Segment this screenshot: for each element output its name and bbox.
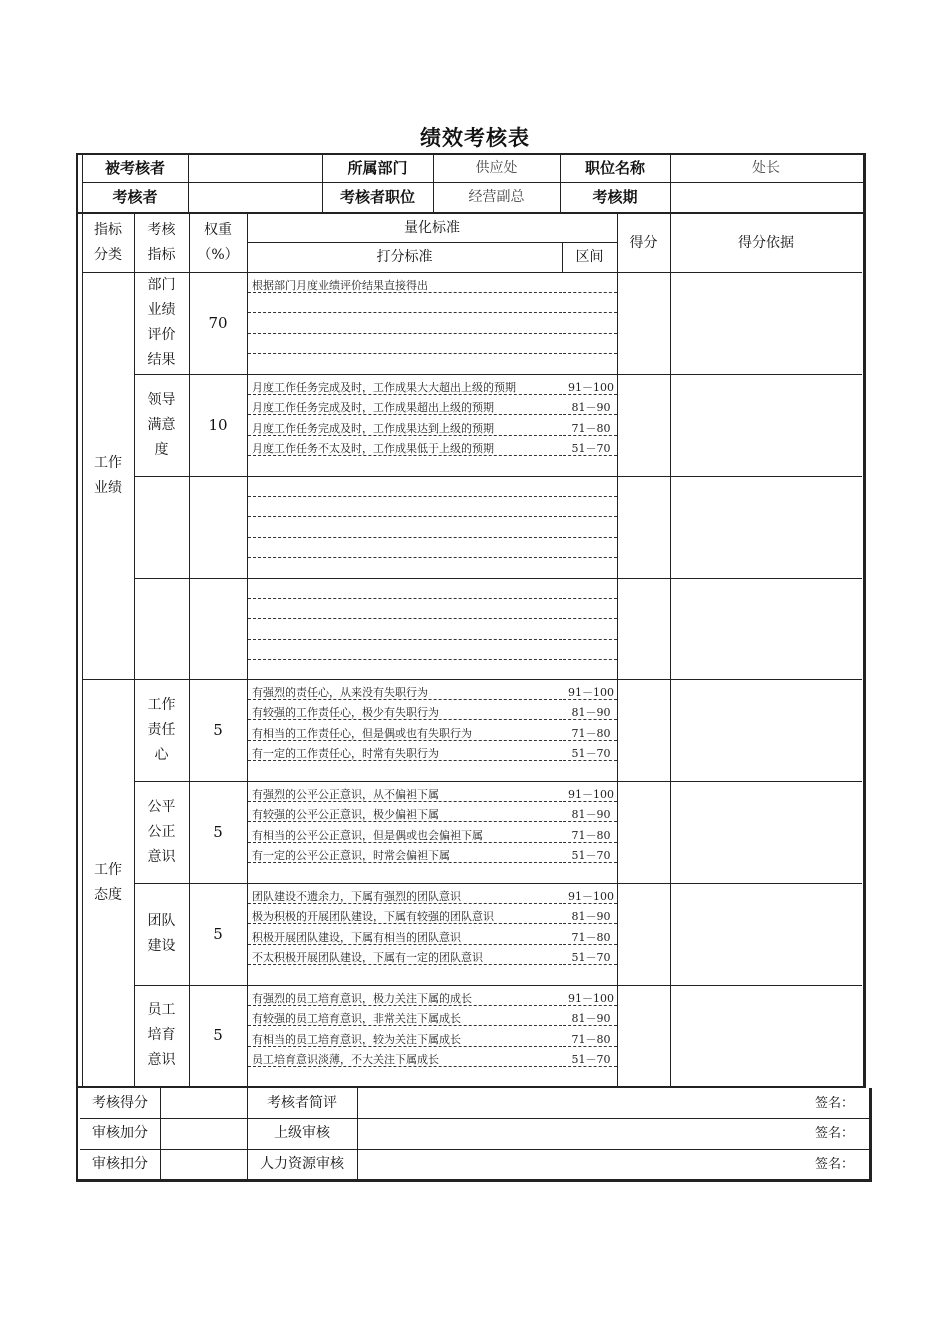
cell-text-line: 业绩 (94, 479, 122, 496)
range-underline (563, 1005, 617, 1006)
criterion-underline (248, 516, 562, 517)
criterion-underline (248, 862, 562, 863)
range-underline (563, 598, 617, 599)
criterion-underline (248, 537, 562, 538)
cell-text-line: 分类 (94, 247, 122, 263)
footer-value (160, 1149, 247, 1180)
range-underline (563, 923, 617, 924)
criterion-text: 有强烈的公平公正意识，从不偏袒下属 (252, 788, 439, 801)
criterion-text: 月度工作任务完成及时，工作成果超出上级的预期 (252, 401, 494, 415)
cell-text-line: （%） (197, 247, 239, 263)
indicator-name (134, 578, 189, 679)
range-underline (563, 333, 617, 334)
criterion-text: 团队建设不遗余力，下属有强烈的团队意识 (252, 890, 461, 903)
criterion-underline (248, 659, 562, 660)
cell-text-line: 公平 (147, 798, 176, 815)
col-score: 得分 (629, 234, 658, 251)
range-text: 91－100 (568, 890, 614, 903)
range-underline (563, 842, 617, 843)
criterion-underline (248, 639, 562, 640)
indicator-name (134, 781, 189, 883)
criterion-underline (248, 842, 562, 843)
criterion-underline (248, 292, 562, 293)
indicator-name (134, 679, 189, 781)
range-underline (563, 292, 617, 293)
label-assessor: 考核者 (112, 187, 158, 206)
footer-label: 考核得分 (92, 1094, 148, 1111)
grid-line (670, 214, 671, 1086)
range-text: 71－80 (571, 828, 611, 842)
value-department: 供应处 (475, 160, 518, 176)
criterion-text: 有较强的员工培育意识，非常关注下属成长 (252, 1012, 461, 1026)
cell-text-line: 团队 (147, 913, 176, 929)
grid-line (560, 155, 561, 212)
range-text: 91－100 (568, 381, 614, 394)
value-assessor-position: 经营副总 (468, 188, 525, 205)
range-underline (563, 639, 617, 640)
range-underline (563, 760, 617, 761)
criterion-text: 月度工作任务完成及时，工作成果大大超出上级的预期 (252, 381, 516, 394)
cell-text-line: 态度 (94, 886, 122, 903)
indicator-name (134, 883, 189, 985)
cell-text-line: 业绩 (147, 302, 176, 318)
range-underline (563, 944, 617, 945)
indicator-name (134, 272, 189, 374)
criterion-underline (248, 1046, 562, 1047)
range-text: 81－90 (571, 401, 611, 415)
cell-text-line: 度 (154, 441, 169, 458)
value-assessee (188, 155, 322, 182)
range-underline (563, 618, 617, 619)
label-department: 所属部门 (347, 159, 408, 177)
footer-value (160, 1118, 247, 1149)
cell-text-line: 责任 (147, 721, 176, 738)
criterion-underline (248, 618, 562, 619)
indicator-name (134, 374, 189, 476)
cell-text-line: 领导 (147, 391, 176, 408)
criterion-text: 有一定的工作责任心，时常有失职行为 (252, 747, 439, 761)
range-underline (563, 1066, 617, 1067)
criterion-underline (248, 801, 562, 802)
col-weight (189, 214, 247, 272)
criterion-underline (248, 333, 562, 334)
label-position: 职位名称 (584, 159, 645, 177)
col-range: 区间 (575, 248, 604, 265)
value-assessor (188, 182, 322, 212)
criterion-underline (248, 760, 562, 761)
criterion-text: 根据部门月度业绩评价结果直接得出 (252, 279, 428, 292)
cell-text-line: 满意 (147, 416, 176, 433)
col-basis: 得分依据 (738, 234, 794, 251)
label-assessor-position: 考核者职位 (339, 187, 415, 206)
range-text: 51－70 (571, 747, 611, 761)
criterion-text: 月度工作任务完成及时，工作成果达到上级的预期 (252, 421, 494, 435)
indicator-name (134, 985, 189, 1086)
indicator-weight: 10 (208, 415, 228, 434)
label-period: 考核期 (592, 187, 638, 206)
criterion-underline (248, 353, 562, 354)
criterion-underline (248, 414, 562, 415)
criterion-underline (248, 435, 562, 436)
footer-signature: 签名： (814, 1157, 854, 1172)
range-underline (563, 557, 617, 558)
criterion-text: 极为积极的开展团队建设，下属有较强的团队意识 (252, 910, 494, 924)
range-underline (563, 719, 617, 720)
footer-signature: 签名： (814, 1126, 854, 1141)
footer-review-label: 上级审核 (274, 1125, 330, 1141)
criterion-text: 有一定的公平公正意识，时常会偏袒下属 (252, 849, 450, 863)
range-underline (563, 394, 617, 395)
page-title: 绩效考核表 (420, 125, 530, 150)
footer-review-label: 人力资源审核 (260, 1156, 344, 1172)
range-underline (563, 964, 617, 965)
cell-text-line: 公正 (147, 823, 176, 840)
range-text: 51－70 (571, 951, 611, 965)
criterion-underline (248, 903, 562, 904)
criterion-underline (248, 699, 562, 700)
criterion-underline (248, 1066, 562, 1067)
grid-line (322, 155, 323, 212)
criterion-underline (248, 1025, 562, 1026)
criterion-text: 有强烈的责任心，从来没有失职行为 (252, 686, 428, 699)
range-text: 71－80 (571, 726, 611, 740)
cell-text-line: 建设 (147, 938, 176, 954)
cell-text-line: 培育 (147, 1027, 176, 1043)
category-work-attitude (82, 679, 134, 1086)
range-underline (563, 435, 617, 436)
range-text: 71－80 (571, 930, 611, 944)
criterion-text: 月度工作任务不太及时，工作成果低于上级的预期 (252, 442, 494, 456)
range-text: 81－90 (571, 706, 611, 720)
range-underline (563, 455, 617, 456)
indicator-weight: 5 (213, 822, 223, 841)
criterion-underline (248, 944, 562, 945)
footer-review-label: 考核者简评 (267, 1094, 337, 1111)
range-text: 91－100 (568, 686, 614, 699)
range-underline (563, 862, 617, 863)
cell-text-line: 考核 (147, 222, 176, 238)
range-underline (563, 1046, 617, 1047)
col-category (82, 214, 134, 272)
cell-text-line: 意识 (147, 1052, 176, 1068)
footer-label: 审核加分 (92, 1125, 148, 1141)
indicator-weight: 5 (213, 720, 223, 739)
range-underline (563, 1025, 617, 1026)
indicator-name (134, 476, 189, 578)
label-assessee: 被考核者 (104, 159, 165, 177)
criterion-text: 有较强的公平公正意识，极少偏袒下属 (252, 808, 439, 822)
criterion-underline (248, 496, 562, 497)
range-underline (563, 821, 617, 822)
range-text: 91－100 (568, 788, 614, 801)
indicator-weight (189, 476, 247, 578)
cell-text-line: 心 (154, 746, 169, 763)
col-quant-standard: 量化标准 (404, 219, 460, 236)
cell-text-line: 指标 (94, 222, 122, 238)
range-text: 81－90 (571, 808, 611, 822)
criterion-text: 有强烈的员工培育意识，极力关注下属的成长 (252, 992, 472, 1005)
criterion-text: 员工培育意识淡薄，不大关注下属成长 (252, 1053, 439, 1067)
criterion-underline (248, 719, 562, 720)
indicator-weight: 5 (213, 1026, 223, 1044)
cell-text-line: 意识 (147, 848, 176, 865)
footer-label: 审核扣分 (92, 1156, 148, 1172)
criterion-text: 有相当的工作责任心，但是偶或也有失职行为 (252, 726, 472, 740)
cell-text-line: 指标 (147, 247, 176, 263)
criterion-underline (248, 740, 562, 741)
grid-line (357, 1088, 358, 1180)
range-underline (563, 516, 617, 517)
range-underline (563, 801, 617, 802)
grid-line (433, 155, 434, 212)
criterion-underline (248, 394, 562, 395)
category-work-performance (82, 272, 134, 679)
value-period (670, 182, 862, 212)
cell-text-line: 工作 (94, 861, 122, 878)
range-underline (563, 353, 617, 354)
grid-line (188, 155, 189, 212)
criterion-text: 不太积极开展团队建设，下属有一定的团队意识 (252, 951, 483, 965)
indicator-weight (189, 578, 247, 679)
range-text: 51－70 (571, 849, 611, 863)
range-text: 51－70 (571, 442, 611, 456)
range-text: 81－90 (571, 1012, 611, 1026)
grid-line (670, 155, 671, 212)
cell-text-line: 部门 (147, 277, 176, 293)
criterion-underline (248, 455, 562, 456)
cell-text-line: 工作 (94, 454, 122, 471)
criterion-text: 有较强的工作责任心，极少有失职行为 (252, 706, 439, 720)
criterion-underline (248, 312, 562, 313)
range-underline (563, 699, 617, 700)
range-underline (563, 312, 617, 313)
criterion-text: 有相当的员工培育意识，较为关注下属成长 (252, 1032, 461, 1046)
criterion-underline (248, 1005, 562, 1006)
range-text: 81－90 (571, 910, 611, 924)
criterion-text: 积极开展团队建设，下属有相当的团队意识 (252, 930, 461, 944)
indicator-weight: 5 (213, 924, 223, 943)
criterion-underline (248, 598, 562, 599)
footer-value (160, 1088, 247, 1118)
criterion-underline (248, 557, 562, 558)
range-text: 91－100 (568, 992, 614, 1005)
cell-text-line: 员工 (147, 1002, 176, 1018)
criterion-underline (248, 964, 562, 965)
range-underline (563, 740, 617, 741)
grid-line (247, 1088, 248, 1180)
cell-text-line: 评价 (147, 327, 176, 343)
cell-text-line: 工作 (147, 696, 176, 713)
col-criteria: 打分标准 (376, 248, 433, 265)
range-underline (563, 903, 617, 904)
range-text: 51－70 (571, 1053, 611, 1067)
footer-signature: 签名： (814, 1095, 854, 1111)
assessment-table (76, 153, 866, 1088)
grid-line (160, 1088, 161, 1180)
grid-line (247, 214, 248, 1086)
col-indicator (134, 214, 189, 272)
range-underline (563, 414, 617, 415)
range-underline (563, 496, 617, 497)
criterion-underline (248, 923, 562, 924)
footer-table (76, 1088, 872, 1182)
grid-line (562, 242, 563, 272)
criterion-underline (248, 821, 562, 822)
indicator-weight: 70 (208, 313, 228, 332)
range-text: 71－80 (571, 421, 611, 435)
criterion-text: 有相当的公平公正意识，但是偶或也会偏袒下属 (252, 828, 483, 842)
grid-line (82, 182, 864, 183)
range-underline (563, 537, 617, 538)
value-position: 处长 (752, 160, 780, 176)
range-underline (563, 659, 617, 660)
cell-text-line: 权重 (204, 222, 232, 238)
cell-text-line: 结果 (147, 352, 176, 368)
range-text: 71－80 (571, 1032, 611, 1046)
